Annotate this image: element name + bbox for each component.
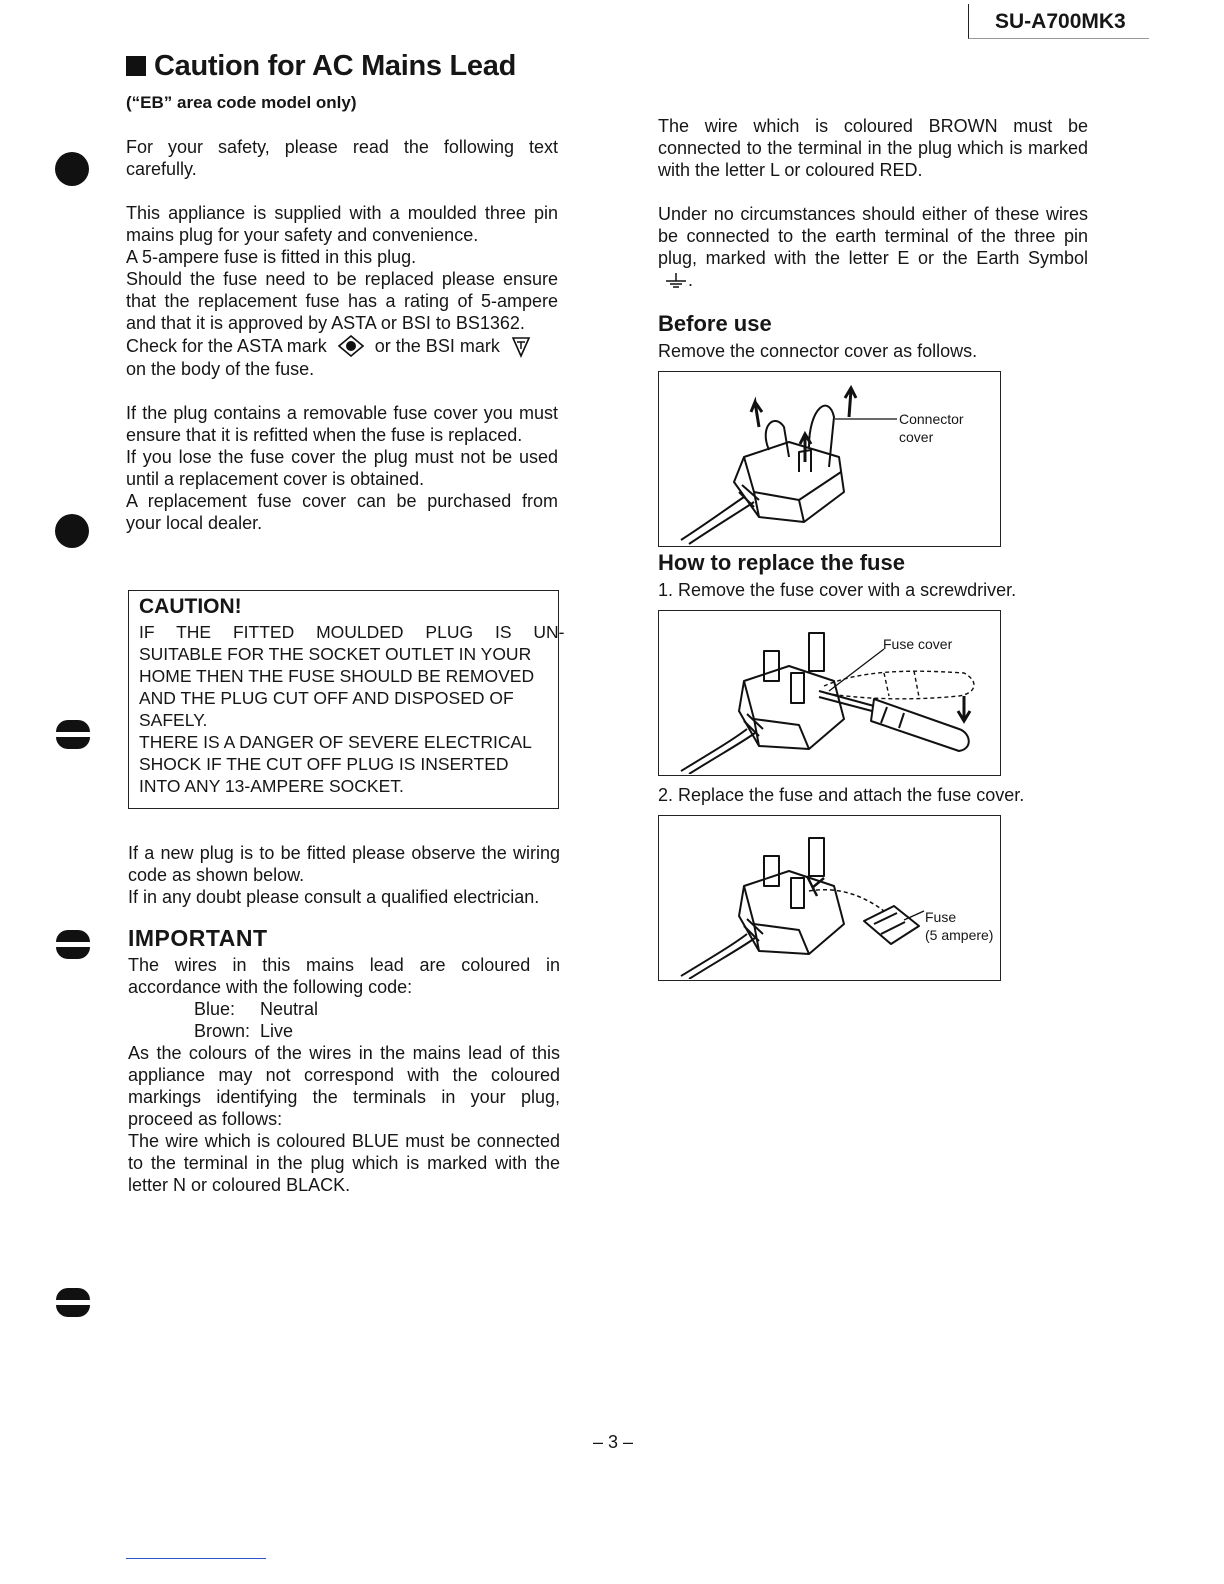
binder-mark-6 xyxy=(56,1305,90,1317)
important-intro: The wires in this mains lead are coloured in accordance with the following code: xyxy=(128,955,560,997)
earth-rule xyxy=(658,203,1088,291)
fuse-cover-text-1: If the plug contains a removable fuse cover you must ensure that it is refitted when the fuse is replaced. xyxy=(126,403,558,445)
color-code-blue xyxy=(128,998,560,1020)
blue-label: Blue: xyxy=(194,999,236,1019)
fuse-text-2: A 5-ampere fuse is fitted in this plug. xyxy=(126,247,417,267)
important-section xyxy=(128,925,560,1196)
wiring-text-1: If a new plug is to be fitted please observe the wiring code as shown below. xyxy=(128,843,560,885)
binder-hole-1 xyxy=(55,152,89,186)
step-1-text: 1. Remove the fuse cover with a screwdriver. xyxy=(658,580,1017,600)
caution-title: CAUTION! xyxy=(139,595,242,618)
important-heading: IMPORTANT xyxy=(128,925,268,951)
fuse-cover-label: Fuse cover xyxy=(883,636,953,652)
caution-line: SUITABLE FOR THE SOCKET OUTLET IN YOUR xyxy=(139,644,532,664)
bsi-mark-text: or the BSI mark xyxy=(374,336,500,356)
binder-mark-1 xyxy=(56,720,90,732)
caution-line: INTO ANY 13-AMPERE SOCKET. xyxy=(139,776,404,796)
header-model xyxy=(968,4,1149,39)
bsi-kitemark-icon xyxy=(509,334,533,358)
connector-label-line2: cover xyxy=(899,429,934,445)
earth-rule-text: Under no circumstances should either of these wires be connected to the earth terminal of the three pin plug, marked with the letter E or the Earth Symbol xyxy=(658,204,1088,268)
fuse-cover-figure xyxy=(658,610,1001,776)
color-code-brown xyxy=(128,1020,560,1042)
fuse-label xyxy=(925,908,993,944)
binder-mark-2 xyxy=(56,737,90,749)
intro-paragraph: For your safety, please read the following text carefully. xyxy=(126,137,558,179)
page-title: Caution for AC Mains Lead xyxy=(126,50,516,83)
blue-value: Neutral xyxy=(260,999,319,1019)
fuse-cover-text-3: A replacement fuse cover can be purchased from your local dealer. xyxy=(126,491,558,533)
fuse-cover-text-2: If you lose the fuse cover the plug must not be used until a replacement cover is obtained. xyxy=(126,447,558,489)
caution-line: AND THE PLUG CUT OFF AND DISPOSED OF xyxy=(139,688,514,708)
fuse-paragraph xyxy=(126,202,558,380)
brown-wire-rule: The wire which is coloured BROWN must be connected to the terminal in the plug which is marked with the letter L or coloured RED. xyxy=(658,116,1088,180)
brown-value: Live xyxy=(260,1021,294,1041)
connector-cover-label xyxy=(899,410,964,446)
asta-mark-text: Check for the ASTA mark xyxy=(126,336,327,356)
earth-rule-end: . xyxy=(688,270,694,290)
fuse-marks-line xyxy=(126,334,558,358)
connector-cover-figure xyxy=(658,371,1001,547)
caution-line: SAFELY. xyxy=(139,710,208,730)
model-code: SU-A700MK3 xyxy=(995,10,1126,33)
connector-label-line1: Connector xyxy=(899,411,964,427)
before-use-text: Remove the connector cover as follows. xyxy=(658,341,978,361)
fuse-replace-figure xyxy=(658,815,1001,981)
fuse-text-5: on the body of the fuse. xyxy=(126,359,315,379)
caution-line: IF THE FITTED MOULDED PLUG IS UN- xyxy=(139,622,565,642)
replace-fuse-heading: How to replace the fuse xyxy=(658,550,905,575)
fuse-label-line1: Fuse xyxy=(925,909,957,925)
square-bullet-icon xyxy=(126,56,146,76)
important-para: As the colours of the wires in the mains lead of this appliance may not correspond with the coloured markings identifying the terminals in your plug, proceed as follows: xyxy=(128,1043,560,1129)
left-column xyxy=(126,136,558,534)
binder-mark-3 xyxy=(56,930,90,942)
caution-line: SHOCK IF THE CUT OFF PLUG IS INSERTED xyxy=(139,754,509,774)
fuse-cover-paragraph xyxy=(126,402,558,534)
plug-connector-illustration xyxy=(659,372,999,545)
wiring-text-2: If in any doubt please consult a qualified electrician. xyxy=(128,887,540,907)
step-2-text: 2. Replace the fuse and attach the fuse cover. xyxy=(658,785,1025,805)
earth-symbol-icon xyxy=(664,272,688,290)
fuse-text-1: This appliance is supplied with a moulded three pin mains plug for your safety and convenience. xyxy=(126,203,558,245)
binder-mark-4 xyxy=(56,947,90,959)
binder-hole-2 xyxy=(55,514,89,548)
caution-line: THERE IS A DANGER OF SEVERE ELECTRICAL xyxy=(139,732,532,752)
page-number: – 3 – xyxy=(593,1432,634,1452)
footer-rule xyxy=(126,1558,266,1559)
brown-label: Brown: xyxy=(194,1021,251,1041)
blue-wire-rule: The wire which is coloured BLUE must be connected to the terminal in the plug which is marked with the letter N or coloured BLACK. xyxy=(128,1131,560,1195)
fuse-text-3: Should the fuse need to be replaced please ensure that the replacement fuse has a rating of 5-ampere and that it is approved by ASTA or BSI to BS1362. xyxy=(126,269,558,333)
caution-box xyxy=(128,590,565,809)
fuse-label-line2: (5 ampere) xyxy=(925,927,994,943)
caution-line: HOME THEN THE FUSE SHOULD BE REMOVED xyxy=(139,666,535,686)
asta-mark-icon xyxy=(338,335,364,357)
before-use-heading: Before use xyxy=(658,311,772,336)
page-subtitle: (“EB” area code model only) xyxy=(126,93,357,112)
wiring-paragraph xyxy=(128,842,560,908)
right-column xyxy=(658,115,1088,291)
fuse-illustration xyxy=(659,816,999,979)
binder-mark-5 xyxy=(56,1288,90,1300)
